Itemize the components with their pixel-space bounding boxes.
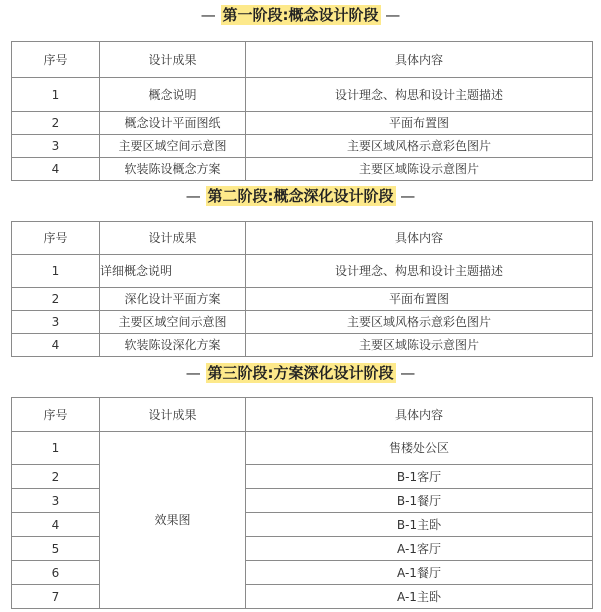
row-content: 设计理念、构思和设计主题描述	[246, 78, 593, 112]
section-title-text: 第三阶段:方案深化设计阶段	[207, 364, 394, 382]
header-index: 序号	[12, 398, 100, 432]
row-index: 7	[12, 585, 100, 609]
row-index: 1	[12, 78, 100, 112]
row-result: 软装陈设概念方案	[100, 158, 246, 181]
title-dash-right: —	[395, 364, 416, 382]
row-index: 3	[12, 311, 100, 334]
table-row	[12, 465, 593, 489]
row-index: 4	[12, 334, 100, 357]
section-title-text: 第一阶段:概念设计阶段	[222, 6, 379, 24]
row-content: 设计理念、构思和设计主题描述	[246, 255, 593, 288]
row-index: 2	[12, 465, 100, 489]
section-title-text: 第二阶段:概念深化设计阶段	[207, 187, 394, 205]
row-content: A-1客厅	[246, 537, 593, 561]
header-index: 序号	[12, 42, 100, 78]
row-content: 主要区域风格示意彩色图片	[246, 311, 593, 334]
stage-3-table	[11, 397, 593, 609]
title-dash-left: —	[200, 6, 221, 24]
table-row	[12, 78, 593, 112]
row-result: 概念说明	[100, 78, 246, 112]
row-content: A-1主卧	[246, 585, 593, 609]
header-index: 序号	[12, 222, 100, 255]
table-row	[12, 112, 593, 135]
row-content: A-1餐厅	[246, 561, 593, 585]
table-row	[12, 288, 593, 311]
stage-2-table	[11, 221, 593, 357]
table-row	[12, 513, 593, 537]
row-content: 主要区域陈设示意图片	[246, 334, 593, 357]
section-title-3	[0, 362, 601, 383]
merged-result-cell: 效果图	[100, 432, 246, 609]
table-header-row	[12, 42, 593, 78]
header-content: 具体内容	[246, 222, 593, 255]
row-index: 2	[12, 288, 100, 311]
row-result: 深化设计平面方案	[100, 288, 246, 311]
row-result: 详细概念说明	[100, 255, 246, 288]
stage-1-table	[11, 41, 593, 181]
header-result: 设计成果	[100, 42, 246, 78]
table-row	[12, 311, 593, 334]
table-row	[12, 432, 593, 465]
header-content: 具体内容	[246, 42, 593, 78]
table-row	[12, 585, 593, 609]
table-row	[12, 537, 593, 561]
table-row	[12, 158, 593, 181]
title-dash-left: —	[185, 187, 206, 205]
table-row	[12, 255, 593, 288]
row-content: B-1餐厅	[246, 489, 593, 513]
row-result: 软装陈设深化方案	[100, 334, 246, 357]
title-dash-left: —	[185, 364, 206, 382]
row-content: 主要区域风格示意彩色图片	[246, 135, 593, 158]
row-index: 6	[12, 561, 100, 585]
section-title-1	[0, 4, 601, 25]
row-index: 4	[12, 158, 100, 181]
row-result: 主要区域空间示意图	[100, 311, 246, 334]
table-row	[12, 135, 593, 158]
row-content: 售楼处公区	[246, 432, 593, 465]
header-result: 设计成果	[100, 398, 246, 432]
table-row	[12, 489, 593, 513]
row-index: 5	[12, 537, 100, 561]
table-header-row	[12, 398, 593, 432]
row-result: 主要区域空间示意图	[100, 135, 246, 158]
header-result: 设计成果	[100, 222, 246, 255]
row-result: 概念设计平面图纸	[100, 112, 246, 135]
row-index: 3	[12, 135, 100, 158]
row-content: B-1主卧	[246, 513, 593, 537]
table-row	[12, 334, 593, 357]
row-content: 平面布置图	[246, 112, 593, 135]
title-dash-right: —	[380, 6, 401, 24]
row-content: B-1客厅	[246, 465, 593, 489]
table-row	[12, 561, 593, 585]
row-index: 4	[12, 513, 100, 537]
row-content: 主要区域陈设示意图片	[246, 158, 593, 181]
section-title-2	[0, 185, 601, 206]
row-content: 平面布置图	[246, 288, 593, 311]
title-dash-right: —	[395, 187, 416, 205]
row-index: 3	[12, 489, 100, 513]
row-index: 1	[12, 432, 100, 465]
table-header-row	[12, 222, 593, 255]
row-index: 2	[12, 112, 100, 135]
row-index: 1	[12, 255, 100, 288]
header-content: 具体内容	[246, 398, 593, 432]
